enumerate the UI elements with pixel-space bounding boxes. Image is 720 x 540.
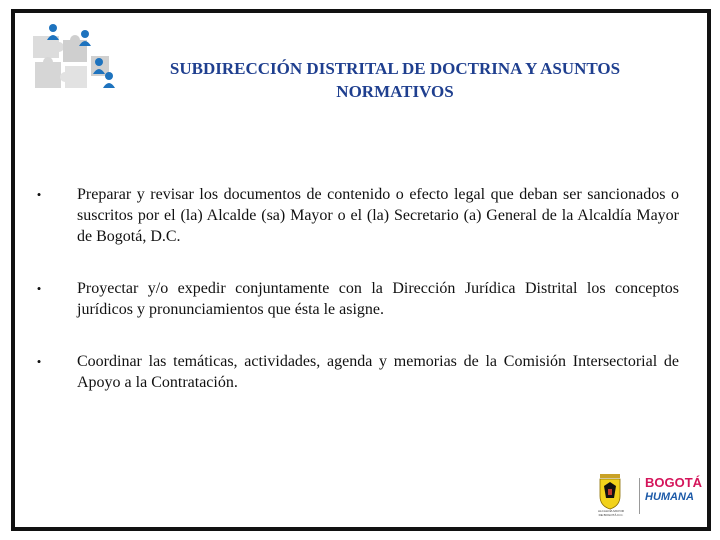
escudo-caption-line-2: DE BOGOTÁ D.C. [598,512,624,517]
list-item-text: Proyectar y/o expedir conjuntamente con la Dirección Jurídica Distrital los conceptos jurídicos y pronunciamientos que ésta le asigne. [77,280,679,318]
title-line-1: SUBDIRECCIÓN DISTRITAL DE DOCTRINA Y ASUNTOS [169,59,621,78]
list-item [29,278,679,320]
footer-logos [591,472,703,522]
puzzle-people-icon [25,16,121,96]
list-item-text: Coordinar las temáticas, actividades, agenda y memorias de la Comisión Intersectorial de Apoyo a la Contratación. [77,353,679,391]
escudo-bogota-icon [598,474,622,510]
bullet-marker: • [36,354,42,369]
functions-list [29,184,679,424]
bogota-humana-logo-text: BOGOTÁ [645,475,703,490]
logo-divider [639,478,640,514]
list-item-text: Preparar y revisar los documentos de contenido o efecto legal que deban ser sancionados o suscritos por el (la) Alcalde (sa) Mayor o el (la) Secretario (a) General de la Alcaldía Mayor de Bogotá, D.C. [77,186,679,245]
list-item [29,184,679,247]
bullet-marker: • [36,281,42,296]
bullet-marker: • [36,187,42,202]
list-item [29,351,679,393]
escudo-caption-line-1: ALCALDÍA MAYOR [598,509,624,513]
title-line-2: NORMATIVOS [336,82,454,101]
humana-logo-text: HUMANA [645,491,694,503]
page-title [115,57,675,103]
slide [11,9,711,531]
escudo-caption [591,510,631,517]
